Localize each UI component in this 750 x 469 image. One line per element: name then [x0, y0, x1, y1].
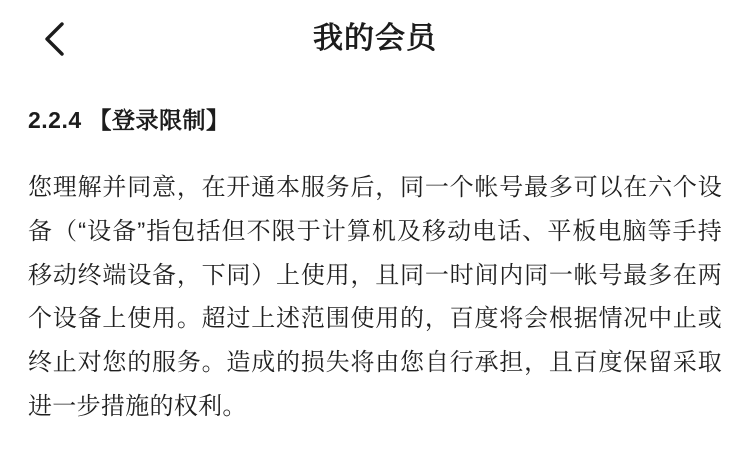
section-paragraph: 您理解并同意，在开通本服务后，同一个帐号最多可以在六个设备（“设备”指包括但不限于计算机及移动电话、平板电脑等手持移动终端设备，下同）上使用，且同一时间内同一帐号最多在两个设备上使用。超过上述范围使用的，百度将会根据情况中止或终止对您的服务。造成的损失将由您自行承担，且百度保留采取进一步措施的权利。 [28, 174, 722, 420]
content-area [0, 78, 750, 428]
back-button[interactable] [32, 17, 76, 61]
section-heading: 2.2.4 【登录限制】 [28, 107, 230, 133]
page-title: 我的会员 [313, 22, 437, 55]
page-header [0, 0, 750, 78]
chevron-left-icon [43, 22, 65, 56]
